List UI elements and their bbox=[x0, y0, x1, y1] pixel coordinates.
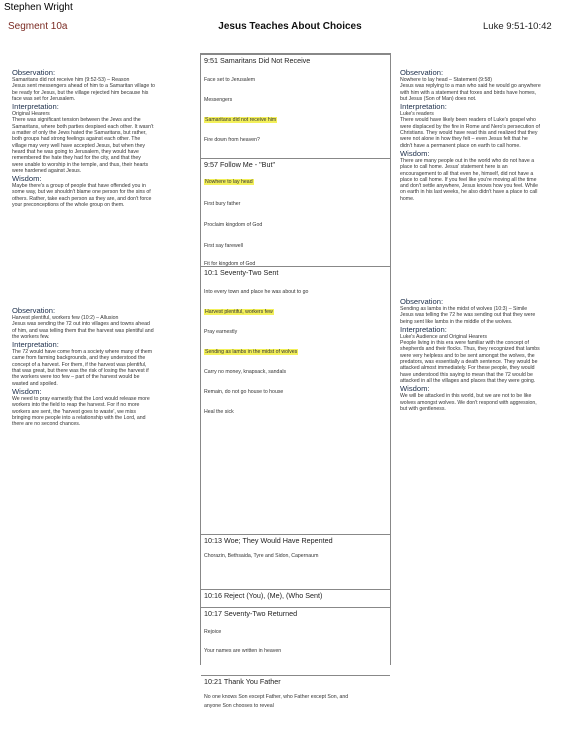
highlighted-item-text: Samaritans did not receive him bbox=[205, 117, 277, 123]
interpretation-text-line: There would have likely been readers of Luke's gospel who bbox=[400, 117, 536, 124]
wisdom-heading: Wisdom: bbox=[12, 386, 42, 396]
section-title: 9:57 Follow Me - "But" bbox=[204, 160, 276, 169]
wisdom-text-line: on earth in his last weeks, he also didn't have a place to call bbox=[400, 189, 538, 196]
wisdom-heading: Wisdom: bbox=[400, 148, 430, 158]
section-title: 10:21 Thank You Father bbox=[204, 677, 281, 686]
wisdom-text-line: workers are sent, the 'harvest goes to waste', we miss bbox=[12, 408, 136, 415]
item-text: Your names are written in heaven bbox=[204, 648, 282, 654]
interpretation-text-line: came from farming backgrounds, and they understood the bbox=[12, 355, 146, 362]
interpretation-text-line: that was great, but there was the risk of losing the harvest if bbox=[12, 368, 149, 375]
section-item bbox=[204, 409, 234, 416]
section-item bbox=[204, 243, 243, 250]
observation-text-line: face was set for Jerusalem. bbox=[12, 95, 76, 102]
section-item bbox=[204, 137, 260, 144]
interpretation-text-line: attacked in all the villages and places that they were going. bbox=[400, 377, 536, 384]
scripture-reference: Luke 9:51-10:42 bbox=[483, 21, 552, 32]
interpretation-text-line: were displaced by the fire in Rome and Nero's persecution of bbox=[400, 123, 540, 130]
observation-text-line: Jesus was replying to a man who said he would go anywhere bbox=[400, 83, 541, 90]
section-item bbox=[204, 329, 237, 336]
interpretation-text-line: There was significant tension between the Jews and the bbox=[12, 117, 141, 124]
interpretation-text-line: Samaritans, where both parties despised each other. It wasn't bbox=[12, 123, 154, 130]
section-item bbox=[204, 553, 318, 560]
observation-text-line: Harvest plentiful, workers few (10:2) – Allusion bbox=[12, 315, 119, 321]
interpretation-heading: Interpretation: bbox=[400, 324, 447, 334]
segment-label: Segment 10a bbox=[8, 21, 68, 32]
wisdom-text-line: and don't settle anywhere, Jesus knows how you feel. While bbox=[400, 183, 538, 190]
wisdom-text-line: wolves amongst wolves. We don't respond with aggression, bbox=[400, 399, 537, 406]
outline-section bbox=[201, 589, 390, 607]
outline-section bbox=[201, 54, 390, 158]
interpretation-text-line: shepherds and their flocks. Thus, they recognized that lambs bbox=[400, 346, 540, 353]
item-text: Heal the sick bbox=[204, 409, 234, 415]
outline-column bbox=[200, 53, 391, 709]
item-text: Proclaim kingdom of God bbox=[204, 222, 263, 228]
observation-heading: Observation: bbox=[400, 297, 444, 306]
observation-text-line: the workers few. bbox=[12, 333, 50, 340]
section-title: 9:51 Samaritans Did Not Receive bbox=[204, 56, 311, 65]
section-title: 10:1 Seventy-Two Sent bbox=[204, 268, 279, 277]
section-title: 10:16 Reject (You), (Me), (Who Sent) bbox=[204, 591, 323, 600]
interpretation-text-line: were very helpless and to be sent amongst the wolves, the bbox=[400, 352, 535, 359]
interpretation-text-line: a matter of only the Jews hated the Samaritans, but rather, bbox=[12, 130, 147, 137]
wisdom-text-line: but with gentleness. bbox=[400, 405, 446, 412]
interpretation-text-line: were unable to worship in the temple, and thus, their hearts bbox=[12, 161, 149, 168]
right-note-block-1 bbox=[400, 68, 578, 202]
section-item bbox=[204, 369, 286, 376]
outline-section bbox=[201, 675, 390, 735]
interpretation-heading: Interpretation: bbox=[12, 340, 59, 350]
wisdom-text-line: bringing more people into a relationship with the Lord, and bbox=[12, 414, 146, 421]
interpretation-text-line: concept of a harvest. For them, if the harvest was plentiful, bbox=[12, 361, 147, 368]
item-text: Carry no money, knapsack, sandals bbox=[204, 369, 287, 375]
wisdom-text-line: some way, but we shouldn't blame one person for the sins of bbox=[12, 189, 151, 196]
section-item bbox=[204, 629, 221, 636]
observation-text-line: but Jesus (Son of Man) does not. bbox=[400, 95, 477, 102]
outline-section bbox=[201, 607, 390, 675]
section-item bbox=[204, 349, 298, 356]
interpretation-text-line: wasted and spoiled. bbox=[12, 380, 58, 387]
outline-section bbox=[201, 534, 390, 589]
item-text: Fit for kingdom of God bbox=[204, 261, 256, 267]
interpretation-text-line: The 72 would have come from a society where many of them bbox=[12, 349, 153, 356]
observation-text-line: Jesus sent messengers ahead of him to a Samaritan village to bbox=[12, 83, 156, 90]
wisdom-text-line: place to call home. Jesus' statement here is an bbox=[400, 164, 508, 171]
wisdom-text-line: We will be attacked in this world, but we are not to be like bbox=[400, 393, 532, 400]
wisdom-text-line: There are many people out in the world who do not have a bbox=[400, 157, 535, 164]
wisdom-text-line: home. bbox=[400, 195, 415, 202]
section-item bbox=[204, 201, 240, 208]
section-item bbox=[204, 117, 277, 124]
section-item bbox=[204, 389, 283, 396]
observation-heading: Observation: bbox=[12, 306, 56, 315]
observation-text-line: Jesus was sending the 72 out into villages and towns ahead bbox=[12, 321, 150, 328]
highlighted-item-text: Harvest plentiful, workers few bbox=[205, 309, 273, 315]
section-item bbox=[204, 222, 262, 229]
wisdom-text-line: encouragement to all that even he, himself, did not have a bbox=[400, 170, 534, 177]
observation-text-line: Sending as lambs in the midst of wolves (10:3) – Simile bbox=[400, 306, 528, 312]
observation-heading: Observation: bbox=[12, 68, 56, 77]
interpretation-heading: Interpretation: bbox=[400, 102, 447, 112]
observation-text-line: Samaritans did not receive him (9:52-53) – Reason bbox=[12, 77, 130, 83]
interpretation-text-line: heard that he was going to Jerusalem, they would have bbox=[12, 148, 139, 155]
section-title: 10:13 Woe; They Would Have Repented bbox=[204, 536, 333, 545]
observation-text-line: be ready for Jesus, but the village rejected him because his bbox=[12, 89, 149, 96]
item-text: Pray earnestly bbox=[204, 329, 238, 335]
left-note-block-2 bbox=[12, 306, 194, 427]
interpretation-text-line: attacked almost immediately. For these people, they would bbox=[400, 365, 535, 372]
observation-text-line: with him with a statement that foxes and birds have homes, bbox=[400, 89, 537, 96]
item-text: Rejoice bbox=[204, 629, 222, 635]
interpretation-text-line: were hardened against Jesus. bbox=[12, 167, 82, 174]
interpretation-text-line: Luke's Audience and Original Hearers bbox=[400, 333, 487, 340]
interpretation-text-line: have understood this saying to mean that the 72 would be bbox=[400, 371, 533, 378]
interpretation-text-line: remembered the hate they had for the city, and that they bbox=[12, 155, 141, 162]
section-item bbox=[204, 648, 281, 655]
item-text: Messengers bbox=[204, 97, 233, 103]
highlighted-item-text: Nowhere to lay head bbox=[205, 179, 253, 185]
wisdom-heading: Wisdom: bbox=[12, 174, 42, 184]
observation-text-line: Nowhere to lay head – Statement (9:58) bbox=[400, 77, 492, 83]
observation-text-line: being sent like lambs in the middle of the wolves. bbox=[400, 318, 513, 325]
wisdom-text-line: your preconceptions of the whole group on them. bbox=[12, 202, 125, 209]
highlighted-item-text: Sending as lambs in the midst of wolves bbox=[205, 349, 298, 355]
wisdom-text-line: there are no second chances. bbox=[12, 421, 81, 428]
wisdom-text-line: place to call home. If you feel like you're moving all the time bbox=[400, 176, 537, 183]
section-item bbox=[204, 289, 308, 296]
author-name: Stephen Wright bbox=[4, 2, 73, 13]
item-text: Face set to Jerusalem bbox=[204, 77, 256, 83]
interpretation-text-line: were not alone in how they felt – even Jesus felt that he bbox=[400, 136, 528, 143]
item-text: Remain, do not go house to house bbox=[204, 389, 284, 395]
page-title: Jesus Teaches About Choices bbox=[218, 21, 362, 32]
observation-text-line: of him, and was telling them that the harvest was plentiful and bbox=[12, 327, 154, 334]
section-item bbox=[204, 179, 254, 186]
observation-heading: Observation: bbox=[400, 68, 444, 77]
interpretation-text-line: the workers were too few – part of the harvest would be bbox=[12, 374, 140, 381]
interpretation-text-line: People living in this era were familiar with the concept of bbox=[400, 340, 529, 347]
section-title: 10:17 Seventy-Two Returned bbox=[204, 609, 298, 618]
wisdom-text-line: We need to pray earnestly that the Lord would release more bbox=[12, 395, 150, 402]
outline-section bbox=[201, 158, 390, 266]
item-text: Into every town and place he was about to go bbox=[204, 289, 309, 295]
section-item bbox=[204, 694, 348, 701]
interpretation-heading: Interpretation: bbox=[12, 102, 59, 112]
item-text: First say farewell bbox=[204, 243, 243, 249]
wisdom-text-line: Maybe there's a group of people that have offended you in bbox=[12, 183, 146, 190]
section-item bbox=[204, 703, 274, 710]
interpretation-text-line: predators, was essentially a death sentence. They would be bbox=[400, 359, 538, 366]
wisdom-text-line: others. Rather, take each person as they are, and don't force bbox=[12, 195, 152, 202]
wisdom-heading: Wisdom: bbox=[400, 384, 430, 394]
item-text: First bury father bbox=[204, 201, 241, 207]
section-item bbox=[204, 97, 232, 104]
item-text: No one knows Son except Father, who Father except Son, and bbox=[204, 694, 349, 700]
observation-text-line: Jesus was telling the 72 he was sending out that they were bbox=[400, 312, 536, 319]
interpretation-text-line: didn't have a permanent place on earth to call home. bbox=[400, 142, 521, 149]
section-item bbox=[204, 77, 255, 84]
interpretation-text-line: both groups had strong feelings against each other. The bbox=[12, 136, 141, 143]
item-text: Chorazin, Bethsaida, Tyre and Sidon, Capernaum bbox=[204, 553, 319, 559]
interpretation-text-line: Original Hearers bbox=[12, 111, 50, 118]
interpretation-text-line: village may very well have accepted Jesus, but when they bbox=[12, 142, 145, 149]
item-text: Fire down from heaven? bbox=[204, 137, 260, 143]
interpretation-text-line: Luke's readers bbox=[400, 111, 434, 118]
item-text: anyone Son chooses to reveal bbox=[204, 703, 274, 709]
section-item bbox=[204, 309, 274, 316]
outline-section bbox=[201, 266, 390, 534]
left-note-block-1 bbox=[12, 68, 194, 208]
right-note-block-2 bbox=[400, 297, 578, 412]
interpretation-text-line: Christians. They would have read this and realized that they bbox=[400, 130, 538, 137]
wisdom-text-line: workers into the field to reap the harvest. For if no more bbox=[12, 402, 140, 409]
